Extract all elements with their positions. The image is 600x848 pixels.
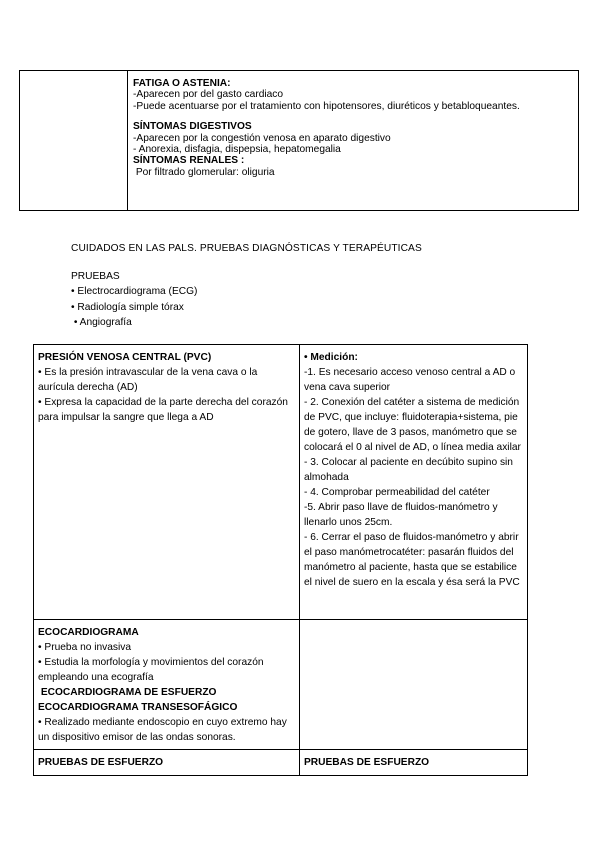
symptoms-table-empty-cell <box>20 71 128 210</box>
medicion-step: - 4. Comprobar permeabilidad del catéter <box>304 487 490 498</box>
renales-line: Por filtrado glomerular: oliguria <box>133 166 275 178</box>
medicion-cell <box>300 345 528 620</box>
pvc-title: PRESIÓN VENOSA CENTRAL (PVC) <box>38 352 212 363</box>
symptoms-table-content <box>128 71 578 210</box>
pruebas-item: • Angiografía <box>71 317 132 328</box>
pruebas-esfuerzo-right: PRUEBAS DE ESFUERZO <box>304 757 430 768</box>
pruebas-label: PRUEBAS <box>71 270 120 282</box>
eco-line: • Estudia la morfología y movimientos del corazón empleando una ecografía <box>38 657 264 683</box>
eco-transesofagico-title: ECOCARDIOGRAMA TRANSESOFÁGICO <box>38 702 238 713</box>
section-title: CUIDADOS EN LAS PALS. PRUEBAS DIAGNÓSTICAS Y TERAPÉUTICAS <box>71 243 422 254</box>
medicion-step: - 2. Conexión del catéter a sistema de medición de PVC, que incluye: fluidoterapia+sistema, pie de gotero, llave de 3 pasos, manómetro que se colocará el 0 al nivel de AD, o línea media axilar <box>304 397 521 453</box>
pruebas-esfuerzo-left: PRUEBAS DE ESFUERZO <box>38 757 164 768</box>
medicion-step: -1. Es necesario acceso venoso central a AD o vena cava superior <box>304 367 516 393</box>
pvc-cell <box>34 345 300 620</box>
symptoms-table <box>19 70 579 211</box>
pruebas-table <box>33 344 528 776</box>
fatiga-line: -Puede acentuarse por el tratamiento con hipotensores, diuréticos y betabloqueantes. <box>133 100 520 112</box>
medicion-title: • Medición: <box>304 352 358 363</box>
cuidados-section <box>71 241 551 331</box>
pruebas-item: • Radiología simple tórax <box>71 301 184 313</box>
digestivos-line: - Anorexia, disfagia, dispepsia, hepatomegalia <box>133 144 341 156</box>
eco-empty-cell <box>300 620 528 750</box>
digestivos-title: SÍNTOMAS DIGESTIVOS <box>133 121 252 133</box>
eco-esfuerzo-title: ECOCARDIOGRAMA DE ESFUERZO <box>38 687 217 698</box>
medicion-step: - 3. Colocar al paciente en decúbito supino sin almohada <box>304 457 513 483</box>
fatiga-line: -Aparecen por del gasto cardiaco <box>133 89 284 101</box>
footer-right-cell <box>300 750 528 776</box>
medicion-step: - 6. Cerrar el paso de fluidos-manómetro y abrir el paso manómetrocatéter: pasarán fluidos del manómetro al paciente, hasta que se estabilice el nivel de suero en la escala y ésa será la PVC <box>304 532 520 588</box>
footer-left-cell <box>34 750 300 776</box>
digestivos-line: -Aparecen por la congestión venosa en aparato digestivo <box>133 132 391 144</box>
eco-transesofagico-line: • Realizado mediante endoscopio en cuyo extremo hay un dispositivo emisor de las ondas sonoras. <box>38 717 287 743</box>
pruebas-item: • Electrocardiograma (ECG) <box>71 286 198 297</box>
eco-cell <box>34 620 300 750</box>
medicion-step: -5. Abrir paso llave de fluidos-manómetro y llenarlo unos 25cm. <box>304 502 498 528</box>
pvc-line: • Expresa la capacidad de la parte derecha del corazón para impulsar la sangre que llega a AD <box>38 397 288 423</box>
fatiga-title: FATIGA O ASTENIA: <box>133 78 231 89</box>
renales-title: SÍNTOMAS RENALES : <box>133 155 245 167</box>
pvc-line: • Es la presión intravascular de la vena cava o la aurícula derecha (AD) <box>38 367 258 393</box>
eco-title: ECOCARDIOGRAMA <box>38 627 139 638</box>
eco-line: • Prueba no invasiva <box>38 642 132 653</box>
